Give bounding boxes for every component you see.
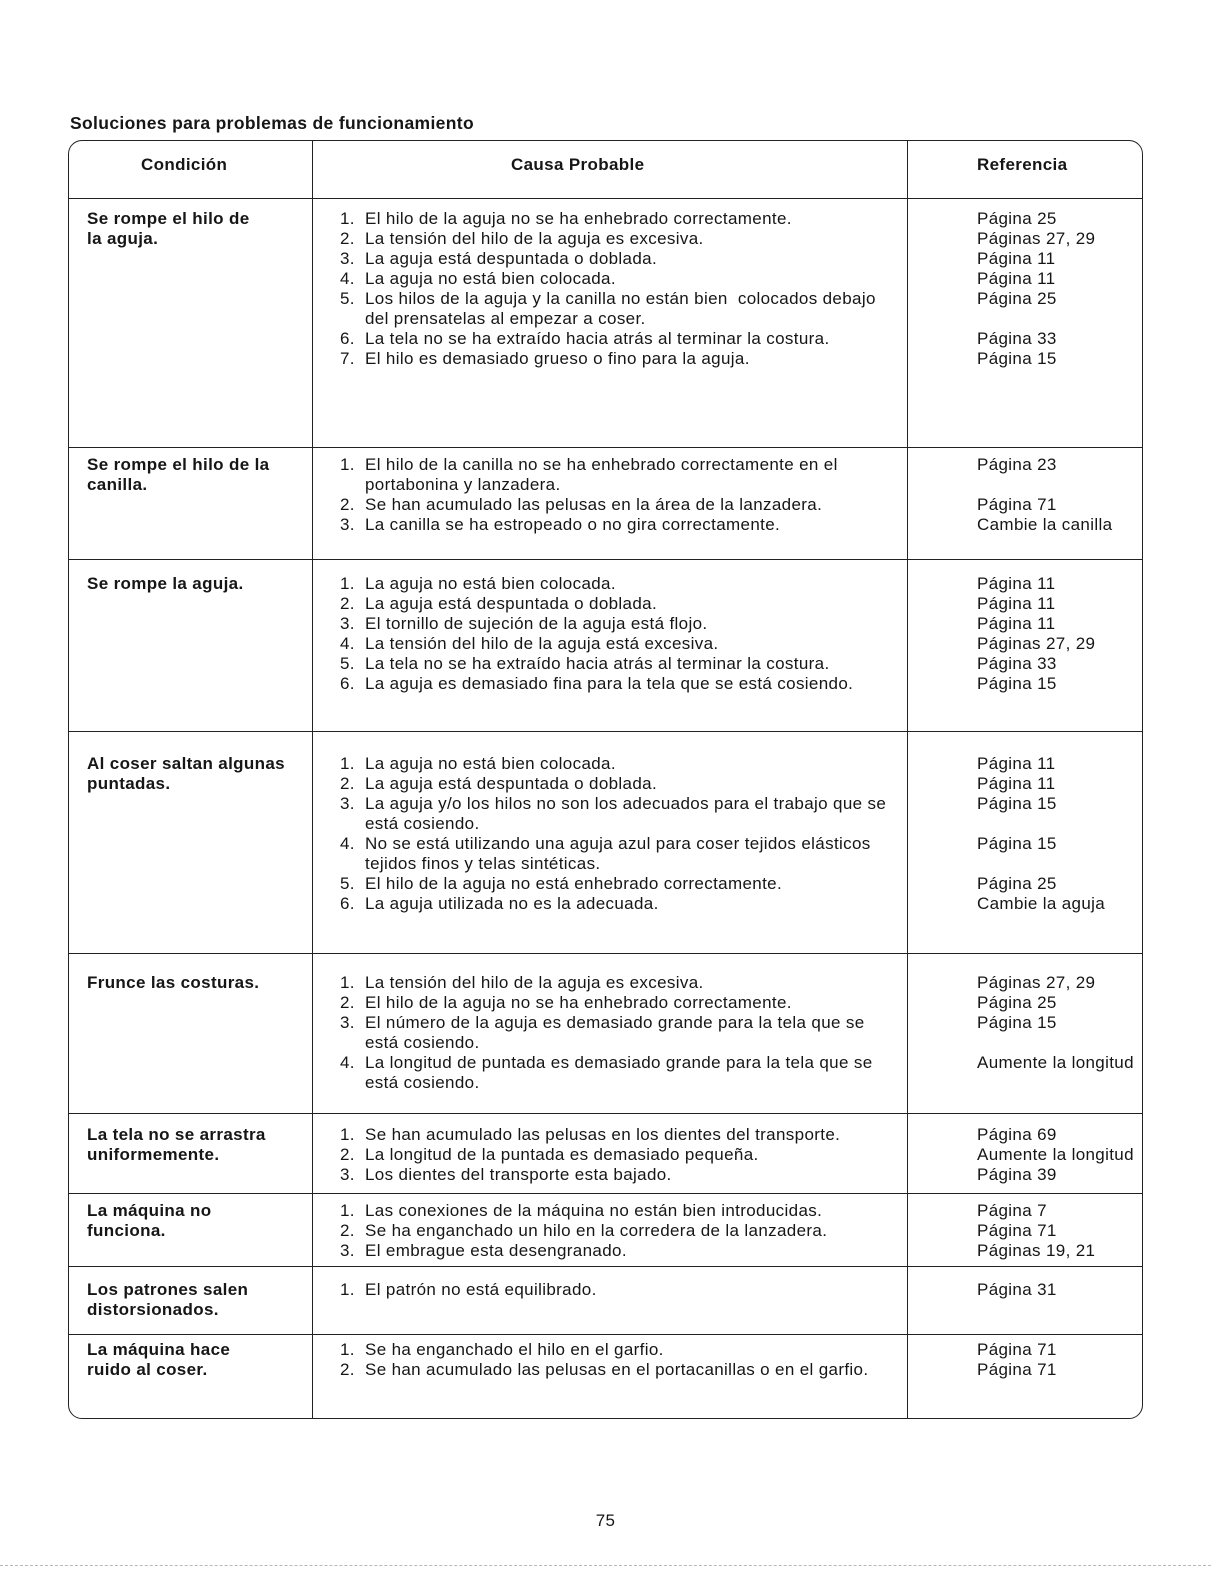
cause-number: 3. xyxy=(340,249,355,268)
reference-item: Página 23 xyxy=(977,455,1057,474)
reference-item: Aumente la longitud xyxy=(977,1145,1134,1164)
cause-text xyxy=(365,349,750,369)
condition-cell xyxy=(69,1194,312,1266)
cause-line: El número de la aguja es demasiado grande para la tela que se xyxy=(365,1013,865,1032)
cause-line: La tensión del hilo de la aguja es excesiva. xyxy=(365,973,704,992)
cause-item xyxy=(340,269,907,289)
cause-number: 4. xyxy=(340,269,355,288)
reference-cell xyxy=(907,1114,1142,1193)
cause-line: El hilo de la aguja no se ha enhebrado correctamente. xyxy=(365,993,792,1012)
table-row xyxy=(69,447,1142,559)
cause-line: Los hilos de la aguja y la canilla no están bien colocados debajo xyxy=(365,289,876,308)
header-cause: Causa Probable xyxy=(312,141,907,198)
cause-line: La canilla se ha estropeado o no gira correctamente. xyxy=(365,515,781,534)
cause-item xyxy=(340,634,907,654)
condition-line: Se rompe el hilo de la xyxy=(87,455,270,474)
cause-line: La tensión del hilo de la aguja es excesiva. xyxy=(365,229,704,248)
cause-number: 3. xyxy=(340,1013,355,1032)
cause-line: No se está utilizando una aguja azul para coser tejidos elásticos xyxy=(365,834,871,853)
condition-line: Se rompe el hilo de xyxy=(87,209,250,228)
cause-item xyxy=(340,614,907,634)
reference-item: Página 11 xyxy=(977,249,1056,268)
cause-text xyxy=(365,1145,759,1165)
cause-cell xyxy=(312,1267,907,1334)
cause-text xyxy=(365,654,830,674)
cause-item xyxy=(340,209,907,229)
cause-item xyxy=(340,1201,907,1221)
condition-cell xyxy=(69,448,312,559)
reference-cell xyxy=(907,1194,1142,1266)
table-row xyxy=(69,1334,1142,1418)
table-row xyxy=(69,1113,1142,1193)
cause-text xyxy=(365,594,657,614)
cause-line: La longitud de la puntada es demasiado pequeña. xyxy=(365,1145,759,1164)
table-row xyxy=(69,1266,1142,1334)
cause-item xyxy=(340,594,907,614)
cause-text xyxy=(365,515,780,535)
reference-cell xyxy=(907,560,1142,731)
condition-cell xyxy=(69,1335,312,1418)
cause-line: está cosiendo. xyxy=(365,1033,480,1052)
condition-line: distorsionados. xyxy=(87,1300,219,1319)
cause-text xyxy=(365,1241,627,1261)
reference-item: Página 69 xyxy=(977,1125,1057,1144)
reference-item: Páginas 27, 29 xyxy=(977,229,1096,248)
cause-number: 5. xyxy=(340,874,355,893)
cause-number: 3. xyxy=(340,614,355,633)
cause-line: El hilo de la canilla no se ha enhebrado correctamente en el xyxy=(365,455,838,474)
cause-cell xyxy=(312,1114,907,1193)
cause-item xyxy=(340,993,907,1013)
cause-line: La aguja está despuntada o doblada. xyxy=(365,774,658,793)
cause-number: 3. xyxy=(340,1165,355,1184)
cause-text xyxy=(365,1340,664,1360)
cause-item xyxy=(340,249,907,269)
reference-cell xyxy=(907,199,1142,447)
table-row xyxy=(69,1193,1142,1266)
cause-line: La tela no se ha extraído hacia atrás al terminar la costura. xyxy=(365,329,830,348)
troubleshooting-table xyxy=(68,140,1143,1419)
reference-item: Página 33 xyxy=(977,654,1057,673)
cause-text xyxy=(365,1280,597,1300)
cause-text xyxy=(365,754,616,774)
reference-item: Página 15 xyxy=(977,674,1057,693)
cause-text xyxy=(365,634,719,654)
cause-text xyxy=(365,1013,865,1053)
cause-item xyxy=(340,495,907,515)
cause-number: 3. xyxy=(340,794,355,813)
reference-item: Página 25 xyxy=(977,993,1057,1012)
cause-line: El hilo de la aguja no está enhebrado correctamente. xyxy=(365,874,783,893)
condition-line: La máquina no xyxy=(87,1201,212,1220)
cause-number: 1. xyxy=(340,754,355,773)
reference-item: Página 15 xyxy=(977,834,1057,853)
condition-line: puntadas. xyxy=(87,774,171,793)
cause-item xyxy=(340,1360,907,1380)
cause-number: 1. xyxy=(340,574,355,593)
cause-item xyxy=(340,1280,907,1300)
cause-line: del prensatelas al empezar a coser. xyxy=(365,309,646,328)
cause-text xyxy=(365,574,616,594)
cause-text xyxy=(365,1221,827,1241)
cause-item xyxy=(340,1241,907,1261)
reference-item: Páginas 27, 29 xyxy=(977,973,1096,992)
cause-number: 5. xyxy=(340,289,355,308)
cause-number: 2. xyxy=(340,594,355,613)
cause-line: Se han acumulado las pelusas en la área de la lanzadera. xyxy=(365,495,823,514)
reference-item: Página 15 xyxy=(977,1013,1057,1032)
cause-text xyxy=(365,329,830,349)
table-row xyxy=(69,559,1142,731)
condition-line: la aguja. xyxy=(87,229,159,248)
reference-item: Página 15 xyxy=(977,349,1057,368)
cause-line: Se han acumulado las pelusas en el portacanillas o en el garfio. xyxy=(365,1360,869,1379)
cause-line: La aguja no está bien colocada. xyxy=(365,574,616,593)
reference-item: Página 25 xyxy=(977,209,1057,228)
reference-item: Página 39 xyxy=(977,1165,1057,1184)
condition-line: canilla. xyxy=(87,475,148,494)
reference-item: Página 11 xyxy=(977,269,1056,288)
condition-line: ruido al coser. xyxy=(87,1360,208,1379)
page-title: Soluciones para problemas de funcionamiento xyxy=(70,113,475,133)
reference-item: Página 15 xyxy=(977,794,1057,813)
condition-line: funciona. xyxy=(87,1221,166,1240)
condition-line: Al coser saltan algunas xyxy=(87,754,285,773)
cause-number: 3. xyxy=(340,515,355,534)
condition-line: uniformemente. xyxy=(87,1145,220,1164)
cause-item xyxy=(340,289,907,329)
condition-cell xyxy=(69,1114,312,1193)
cause-number: 4. xyxy=(340,1053,355,1072)
table-row xyxy=(69,953,1142,1113)
cause-text xyxy=(365,229,704,249)
reference-item: Página 71 xyxy=(977,495,1057,514)
reference-item: Página 11 xyxy=(977,754,1056,773)
cause-line: La aguja no está bien colocada. xyxy=(365,269,616,288)
cause-line: portabonina y lanzadera. xyxy=(365,475,561,494)
cause-number: 5. xyxy=(340,654,355,673)
condition-line: Se rompe la aguja. xyxy=(87,574,244,593)
reference-item: Página 11 xyxy=(977,594,1056,613)
cause-line: La tensión del hilo de la aguja está excesiva. xyxy=(365,634,719,653)
cause-item xyxy=(340,1053,907,1093)
cause-number: 7. xyxy=(340,349,355,368)
cause-number: 2. xyxy=(340,993,355,1012)
reference-cell xyxy=(907,954,1142,1113)
cause-item xyxy=(340,515,907,535)
cause-line: La longitud de puntada es demasiado grande para la tela que se xyxy=(365,1053,873,1072)
cause-item xyxy=(340,973,907,993)
cause-text xyxy=(365,894,659,914)
header-condition: Condición xyxy=(141,155,228,174)
cause-number: 2. xyxy=(340,774,355,793)
reference-item: Página 71 xyxy=(977,1360,1057,1379)
cause-line: Se ha enganchado un hilo en la corredera de la lanzadera. xyxy=(365,1221,828,1240)
cause-text xyxy=(365,289,876,329)
cause-number: 3. xyxy=(340,1241,355,1260)
cause-item xyxy=(340,1125,907,1145)
cause-number: 1. xyxy=(340,1280,355,1299)
reference-cell xyxy=(907,1335,1142,1418)
reference-item: Página 11 xyxy=(977,614,1056,633)
cause-number: 1. xyxy=(340,209,355,228)
cause-text xyxy=(365,1360,868,1380)
cause-item xyxy=(340,654,907,674)
reference-item: Página 25 xyxy=(977,289,1057,308)
cause-line: El tornillo de sujeción de la aguja está flojo. xyxy=(365,614,708,633)
cause-number: 1. xyxy=(340,1340,355,1359)
cause-cell xyxy=(312,1335,907,1418)
cause-line: El hilo es demasiado grueso o fino para la aguja. xyxy=(365,349,750,368)
cause-cell xyxy=(312,560,907,731)
cause-cell xyxy=(312,199,907,447)
cause-line: Se han acumulado las pelusas en los dientes del transporte. xyxy=(365,1125,841,1144)
reference-item: Página 71 xyxy=(977,1221,1057,1240)
cause-number: 2. xyxy=(340,1360,355,1379)
cause-line: Los dientes del transporte esta bajado. xyxy=(365,1165,672,1184)
cause-line: tejidos finos y telas sintéticas. xyxy=(365,854,601,873)
condition-line: Frunce las costuras. xyxy=(87,973,260,992)
cause-line: El hilo de la aguja no se ha enhebrado correctamente. xyxy=(365,209,792,228)
cause-item xyxy=(340,894,907,914)
reference-cell xyxy=(907,1267,1142,1334)
cause-text xyxy=(365,973,704,993)
cause-cell xyxy=(312,1194,907,1266)
condition-line: La tela no se arrastra xyxy=(87,1125,266,1144)
cause-line: Se ha enganchado el hilo en el garfio. xyxy=(365,1340,664,1359)
cause-line: La tela no se ha extraído hacia atrás al terminar la costura. xyxy=(365,654,830,673)
cause-item xyxy=(340,1165,907,1185)
condition-cell xyxy=(69,560,312,731)
cause-line: La aguja es demasiado fina para la tela que se está cosiendo. xyxy=(365,674,854,693)
reference-item: Cambie la aguja xyxy=(977,894,1106,913)
cause-cell xyxy=(312,732,907,953)
cause-item xyxy=(340,574,907,594)
cause-number: 1. xyxy=(340,1125,355,1144)
cause-item xyxy=(340,1145,907,1165)
cause-text xyxy=(365,774,657,794)
header-reference: Referencia xyxy=(907,141,1142,198)
cause-item xyxy=(340,1221,907,1241)
cause-number: 1. xyxy=(340,973,355,992)
cause-text xyxy=(365,209,792,229)
table-row xyxy=(69,198,1142,447)
cause-text xyxy=(365,1053,873,1093)
reference-item: Página 11 xyxy=(977,574,1056,593)
cause-item xyxy=(340,229,907,249)
cause-item xyxy=(340,674,907,694)
cause-cell xyxy=(312,448,907,559)
cause-line: La aguja y/o los hilos no son los adecuados para el trabajo que se xyxy=(365,794,887,813)
condition-cell xyxy=(69,1267,312,1334)
reference-item: Páginas 27, 29 xyxy=(977,634,1096,653)
reference-item: Página 33 xyxy=(977,329,1057,348)
cause-item xyxy=(340,1340,907,1360)
cause-line: El patrón no está equilibrado. xyxy=(365,1280,597,1299)
cause-line: está cosiendo. xyxy=(365,814,480,833)
condition-line: Los patrones salen xyxy=(87,1280,249,1299)
cause-text xyxy=(365,874,782,894)
condition-cell xyxy=(69,732,312,953)
scan-edge-line xyxy=(0,1565,1211,1566)
cause-text xyxy=(365,455,838,495)
cause-text xyxy=(365,1201,822,1221)
cause-text xyxy=(365,834,871,874)
cause-line: está cosiendo. xyxy=(365,1073,480,1092)
reference-item: Cambie la canilla xyxy=(977,515,1113,534)
cause-number: 2. xyxy=(340,1145,355,1164)
cause-number: 1. xyxy=(340,1201,355,1220)
reference-item: Página 25 xyxy=(977,874,1057,893)
table-header-row xyxy=(69,141,1142,198)
cause-line: La aguja está despuntada o doblada. xyxy=(365,249,658,268)
cause-text xyxy=(365,674,853,694)
cause-number: 2. xyxy=(340,495,355,514)
table-body xyxy=(69,198,1142,1418)
cause-item xyxy=(340,455,907,495)
reference-item: Página 31 xyxy=(977,1280,1057,1299)
cause-item xyxy=(340,349,907,369)
cause-number: 6. xyxy=(340,329,355,348)
condition-cell xyxy=(69,954,312,1113)
cause-item xyxy=(340,834,907,874)
cause-number: 6. xyxy=(340,674,355,693)
cause-item xyxy=(340,794,907,834)
cause-text xyxy=(365,1165,672,1185)
page-number: 75 xyxy=(595,1511,616,1530)
condition-line: La máquina hace xyxy=(87,1340,231,1359)
cause-line: La aguja no está bien colocada. xyxy=(365,754,616,773)
cause-number: 1. xyxy=(340,455,355,474)
cause-line: El embrague esta desengranado. xyxy=(365,1241,627,1260)
cause-cell xyxy=(312,954,907,1113)
cause-text xyxy=(365,614,708,634)
reference-item: Aumente la longitud xyxy=(977,1053,1134,1072)
cause-item xyxy=(340,874,907,894)
cause-line: La aguja utilizada no es la adecuada. xyxy=(365,894,659,913)
reference-cell xyxy=(907,732,1142,953)
table-row xyxy=(69,731,1142,953)
cause-item xyxy=(340,329,907,349)
cause-text xyxy=(365,495,822,515)
cause-number: 6. xyxy=(340,894,355,913)
cause-item xyxy=(340,774,907,794)
cause-text xyxy=(365,794,886,834)
cause-line: Las conexiones de la máquina no están bien introducidas. xyxy=(365,1201,823,1220)
cause-text xyxy=(365,249,657,269)
cause-number: 4. xyxy=(340,834,355,853)
cause-text xyxy=(365,1125,840,1145)
reference-item: Página 71 xyxy=(977,1340,1057,1359)
cause-number: 2. xyxy=(340,1221,355,1240)
cause-item xyxy=(340,1013,907,1053)
reference-cell xyxy=(907,448,1142,559)
cause-item xyxy=(340,754,907,774)
cause-text xyxy=(365,993,792,1013)
cause-number: 4. xyxy=(340,634,355,653)
reference-item: Página 7 xyxy=(977,1201,1047,1220)
cause-line: La aguja está despuntada o doblada. xyxy=(365,594,658,613)
cause-text xyxy=(365,269,616,289)
reference-item: Páginas 19, 21 xyxy=(977,1241,1096,1260)
reference-item: Página 11 xyxy=(977,774,1056,793)
condition-cell xyxy=(69,199,312,447)
cause-number: 2. xyxy=(340,229,355,248)
